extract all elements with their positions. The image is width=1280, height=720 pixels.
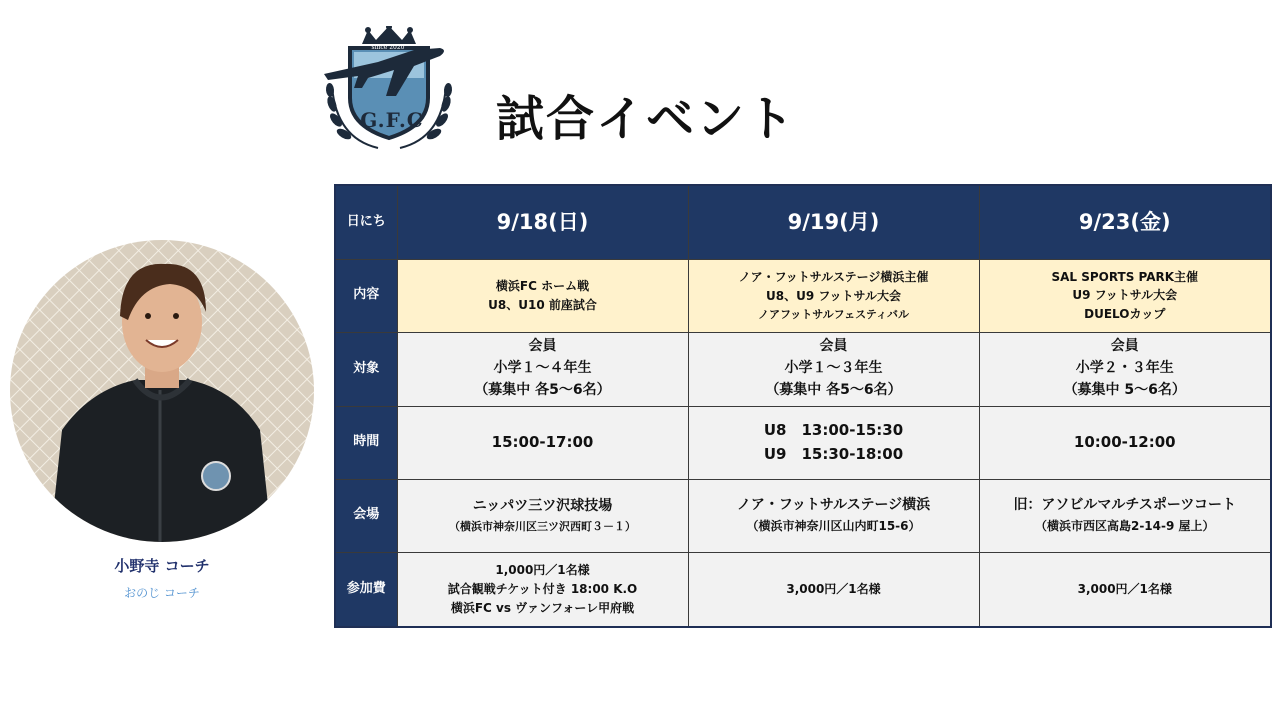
- fee-cell-2: [688, 552, 979, 627]
- row-label-venue: 会場: [335, 479, 397, 552]
- table-row-content: [335, 259, 1271, 332]
- venue-address: （横浜市神奈川区三ツ沢西町３－１）: [449, 519, 636, 533]
- target-line: 小学２・３年生: [1075, 360, 1174, 377]
- content-line: ノア・フットサルステージ横浜主催: [738, 270, 929, 285]
- target-line: 会員: [528, 338, 557, 355]
- venue-cell-2: [688, 479, 979, 552]
- content-line: DUELOカップ: [1084, 306, 1166, 321]
- fee-line: 1,000円／1名様: [495, 563, 590, 578]
- target-cell-1: [397, 332, 688, 406]
- fee-cell-1: [397, 552, 688, 627]
- table-row-time: [335, 406, 1271, 479]
- target-cell-3: [979, 332, 1271, 406]
- fee-line: 3,000円／1名様: [1077, 581, 1172, 596]
- table-row-fee: [335, 552, 1271, 627]
- content-line: U8、U9 フットサル大会: [766, 288, 901, 303]
- venue-cell-3: [979, 479, 1271, 552]
- target-line: 会員: [819, 338, 848, 355]
- target-cell-2: [688, 332, 979, 406]
- fee-line: 試合観戦チケット付き 18:00 K.O: [447, 581, 638, 596]
- row-label-fee: 参加費: [335, 552, 397, 627]
- content-line: 横浜FC ホーム戦: [495, 278, 590, 293]
- date-header-3: 9/23(金): [979, 185, 1271, 259]
- content-cell-3: [979, 259, 1271, 332]
- coach-photo: [10, 240, 314, 542]
- time-line: U9 15:30-18:00: [763, 444, 904, 463]
- venue-name: 旧：アソビルマルチスポーツコート: [1013, 497, 1237, 514]
- target-line: （募集中 5～6名）: [1063, 381, 1186, 398]
- venue-name: ニッパツ三ツ沢球技場: [472, 498, 613, 515]
- time-cell-1: [397, 406, 688, 479]
- date-header-1: 9/18(日): [397, 185, 688, 259]
- venue-address: （横浜市西区高島2-14-9 屋上）: [1034, 519, 1215, 534]
- venue-cell-1: [397, 479, 688, 552]
- content-line: ノアフットサルフェスティバル: [757, 307, 910, 321]
- coach-name-reading: おのじ コーチ: [124, 586, 200, 600]
- target-line: 会員: [1110, 338, 1139, 355]
- target-line: （募集中 各5～6名）: [474, 381, 611, 398]
- content-line: U9 フットサル大会: [1072, 288, 1178, 303]
- table-row-venue: [335, 479, 1271, 552]
- fee-line: 3,000円／1名様: [786, 581, 881, 596]
- fee-cell-3: [979, 552, 1271, 627]
- table-row-target: [335, 332, 1271, 406]
- date-header-2: 9/19(月): [688, 185, 979, 259]
- content-cell-1: [397, 259, 688, 332]
- target-line: 小学１～４年生: [493, 360, 592, 377]
- time-line: U8 13:00-15:30: [763, 421, 904, 440]
- time-cell-2: [688, 406, 979, 479]
- row-label-time: 時間: [335, 406, 397, 479]
- target-line: （募集中 各5～6名）: [765, 381, 902, 398]
- row-label-target: 対象: [335, 332, 397, 406]
- time-cell-3: [979, 406, 1271, 479]
- header-corner-date: 日にち: [335, 185, 397, 259]
- content-cell-2: [688, 259, 979, 332]
- logo-since-text: since 2020: [371, 44, 405, 51]
- logo-text: G.F.C: [360, 108, 424, 132]
- page-title: 試合イベント: [496, 91, 797, 147]
- venue-address: （横浜市神奈川区山内町15-6）: [746, 519, 921, 534]
- time-line: 15:00-17:00: [491, 432, 594, 451]
- content-line: SAL SPORTS PARK主催: [1051, 269, 1199, 284]
- table-row-dates: [335, 185, 1271, 259]
- target-line: 小学１～３年生: [784, 360, 883, 377]
- content-line: U8、U10 前座試合: [488, 297, 597, 312]
- coach-name: 小野寺 コーチ: [114, 557, 210, 575]
- fee-line: 横浜FC vs ヴァンフォーレ甲府戦: [450, 600, 635, 615]
- row-label-content: 内容: [335, 259, 397, 332]
- time-line: 10:00-12:00: [1073, 432, 1176, 451]
- event-schedule-table: [334, 184, 1272, 628]
- venue-name: ノア・フットサルステージ横浜: [736, 497, 931, 514]
